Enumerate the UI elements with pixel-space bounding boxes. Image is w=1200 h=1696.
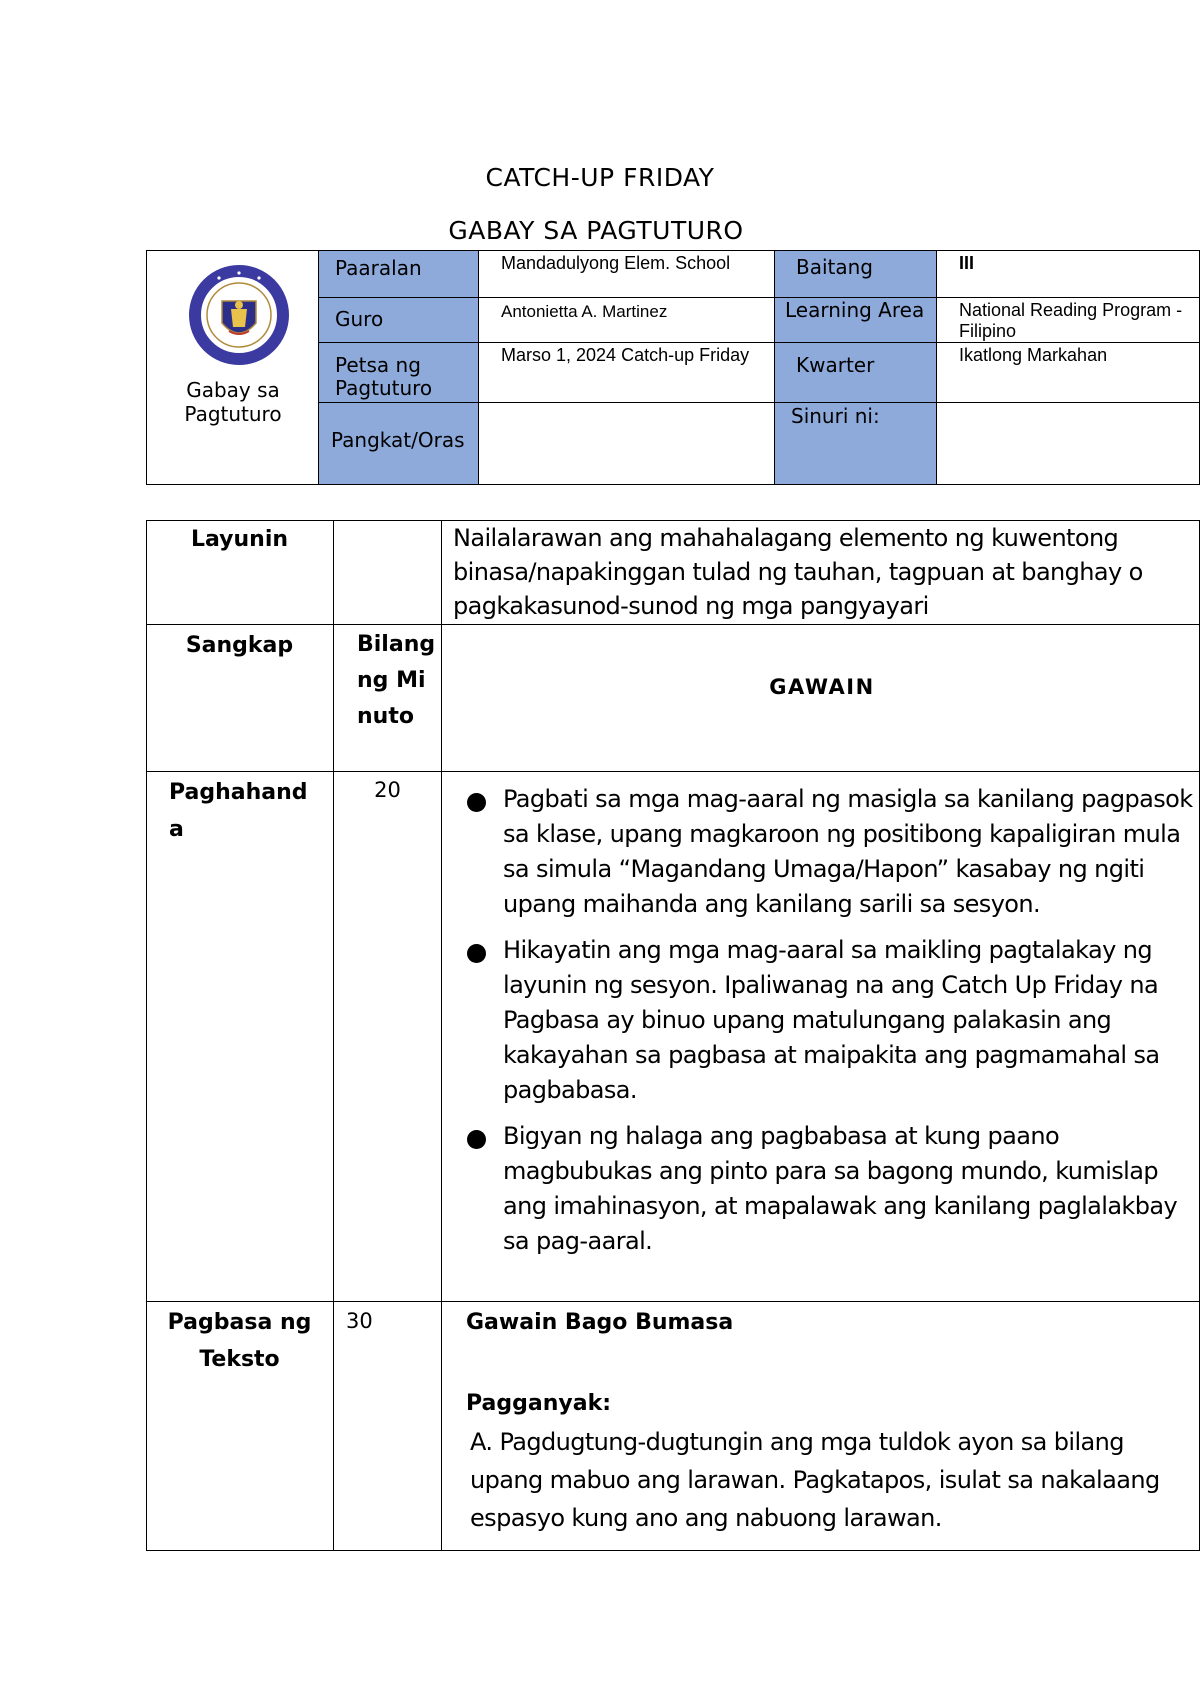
title-catch-up-friday: CATCH-UP FRIDAY — [485, 163, 715, 192]
layunin-text: Nailalarawan ang mahahalagang elemento ng kuwentong binasa/napakinggan tulad ng tauhan, tagpuan at banghay o pagkakasunod-sunod ng mga pangyayari — [453, 524, 1143, 620]
kwarter-label: Kwarter — [774, 342, 936, 402]
sangkap-header: Sangkap — [185, 633, 294, 658]
baitang-value: III — [936, 250, 1200, 297]
paghahanda-label: Paghahanda — [169, 780, 308, 842]
paghahanda-activity-list — [467, 782, 1197, 1270]
bullet-icon — [467, 1130, 486, 1149]
pangkat-oras-value — [478, 402, 774, 485]
paghahanda-minutes: 20 — [374, 778, 401, 802]
bullet-icon — [467, 944, 486, 963]
baitang-label: Baitang — [774, 250, 936, 297]
learning-area-label: Learning Area — [774, 297, 936, 342]
pagbasa-ng-teksto-label: Pagbasa ng Teksto — [167, 1310, 312, 1372]
pagganyak-heading: Pagganyak: — [466, 1391, 611, 1416]
gawain-bago-bumasa-heading: Gawain Bago Bumasa — [466, 1310, 734, 1335]
list-item: Pagbati sa mga mag-aaral ng masigla sa kanilang pagpasok sa klase, upang magkaroon ng positibong kapaligiran mula sa simula “Magandang Umaga/Hapon” kasabay ng ngiti upang maihanda ang kanilang sarili sa sesyon. — [467, 782, 1197, 922]
layunin-label: Layunin — [190, 527, 289, 552]
learning-area-value: National Reading Program - Filipino — [936, 297, 1200, 342]
deped-seal-logo — [189, 265, 289, 365]
paaralan-label: Paaralan — [318, 250, 478, 297]
petsa-value: Marso 1, 2024 Catch-up Friday — [478, 342, 774, 402]
guro-label: Guro — [318, 297, 478, 342]
header-info-table — [146, 250, 1200, 485]
gawain-header: GAWAIN — [769, 675, 875, 699]
guro-value: Antonietta A. Martinez — [478, 297, 774, 342]
logo-caption: Gabay sa Pagtuturo — [184, 378, 282, 426]
sinuri-value — [936, 402, 1200, 485]
bilang-ng-minuto-header: Bilang ng Minuto — [357, 632, 436, 729]
bullet-icon — [467, 793, 486, 812]
paaralan-value: Mandadulyong Elem. School — [478, 250, 774, 297]
title-gabay-sa-pagtuturo: GABAY SA PAGTUTURO — [448, 216, 744, 245]
list-item: Bigyan ng halaga ang pagbabasa at kung paano magbubukas ang pinto para sa bagong mundo, kumislap ang imahinasyon, at mapalawak ang kanilang paglalakbay sa pag-aaral. — [467, 1119, 1197, 1259]
logo-cell — [146, 250, 318, 485]
lesson-plan-table — [146, 520, 1200, 1551]
petsa-label: Petsa ng Pagtuturo — [318, 342, 478, 402]
kwarter-value: Ikatlong Markahan — [936, 342, 1200, 402]
pagganyak-item-a: A. Pagdugtung-dugtungin ang mga tuldok ayon sa bilang upang mabuo ang larawan. Pagkatapos, isulat sa nakalaang espasyo kung ano ang nabuong larawan. — [470, 1428, 1160, 1532]
sinuri-label: Sinuri ni: — [774, 402, 936, 485]
pagbasa-minutes: 30 — [346, 1309, 373, 1333]
list-item: Hikayatin ang mga mag-aaral sa maikling pagtalakay ng layunin ng sesyon. Ipaliwanag na ang Catch Up Friday na Pagbasa ay binuo upang matulungang palakasin ang kakayahan sa pagbasa at maipakita ang pagmamahal sa pagbabasa. — [467, 933, 1197, 1108]
pangkat-oras-label: Pangkat/Oras — [318, 402, 478, 485]
